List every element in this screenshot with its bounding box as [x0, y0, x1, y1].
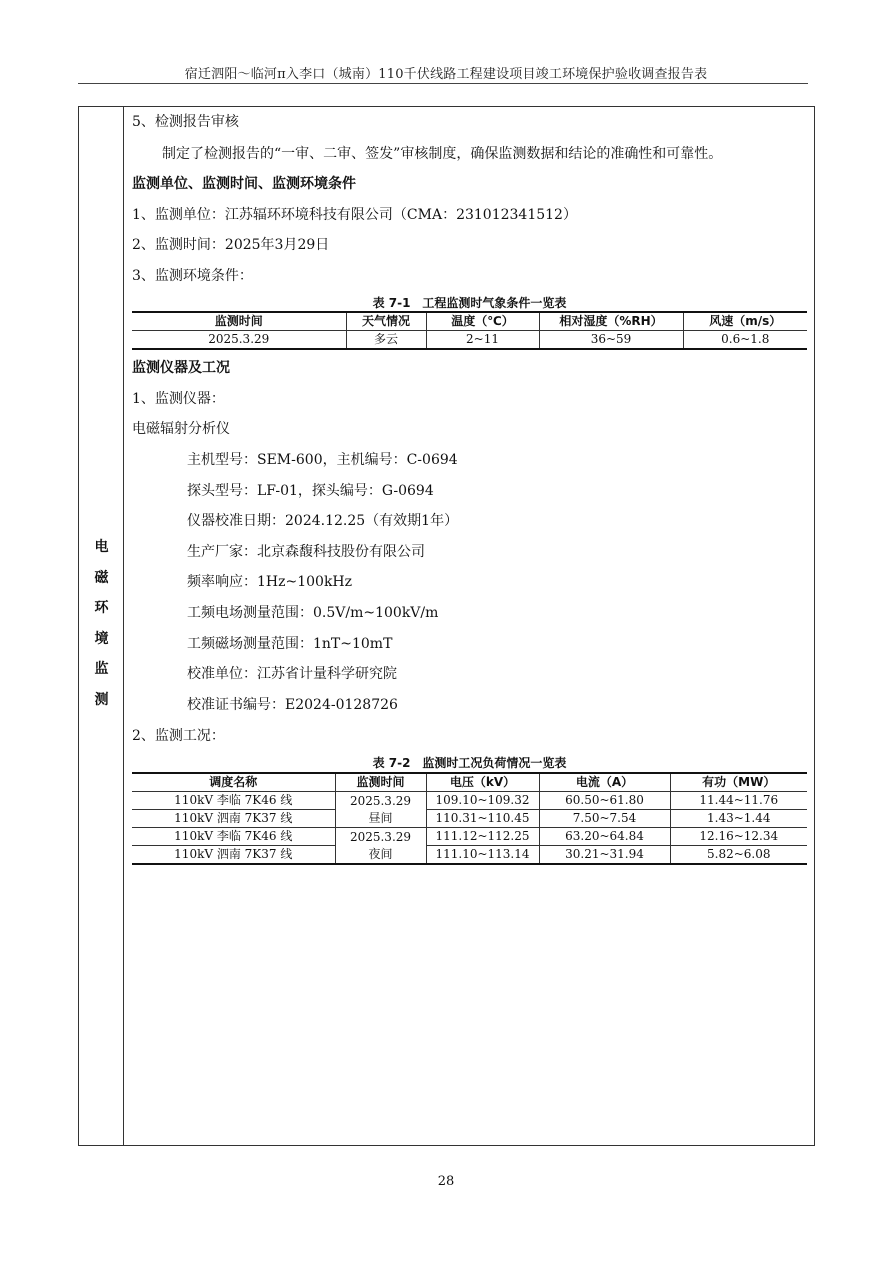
instrument-name: 电磁辐射分析仪 — [132, 421, 230, 437]
table-row — [132, 792, 807, 810]
instrument-spec: 仪器校准日期：2024.12.25（有效期1年） — [187, 513, 459, 529]
cell: 11.44~11.76 — [670, 792, 807, 810]
instrument-spec: 生产厂家：北京森馥科技股份有限公司 — [187, 544, 425, 560]
instrument-spec: 工频电场测量范围：0.5V/m~100kV/m — [187, 605, 439, 621]
time-cell-day — [335, 792, 426, 828]
header-cell: 天气情况 — [346, 312, 426, 331]
item-report-review: 5、检测报告审核 — [132, 114, 239, 130]
load-table — [132, 772, 807, 865]
table-row — [132, 331, 807, 350]
time-date: 2025.3.29 — [349, 793, 412, 808]
monitoring-time: 2、监测时间：2025年3月29日 — [132, 237, 330, 253]
cell: 110kV 泗南 7K37 线 — [132, 846, 335, 865]
section-frame — [78, 106, 815, 1146]
header-cell: 电压（kV） — [426, 773, 539, 792]
operating-conditions-label: 2、监测工况： — [132, 728, 225, 744]
table1-caption: 表 7-1 工程监测时气象条件一览表 — [372, 296, 567, 310]
header-cell: 风速（m/s） — [683, 312, 807, 331]
instrument-spec: 主机型号：SEM-600，主机编号：C-0694 — [187, 452, 458, 468]
header-cell: 调度名称 — [132, 773, 335, 792]
side-label-char: 磁 — [94, 569, 109, 586]
weather-table — [132, 311, 807, 350]
side-label-char: 监 — [94, 661, 109, 677]
cell: 109.10~109.32 — [426, 792, 539, 810]
cell: 2~11 — [426, 331, 539, 350]
page-number: 28 — [437, 1174, 455, 1189]
instruments-label: 1、监测仪器： — [132, 391, 225, 407]
cell: 5.82~6.08 — [670, 846, 807, 865]
time-cell-night — [335, 828, 426, 865]
header-cell: 监测时间 — [335, 773, 426, 792]
side-label-char: 电 — [94, 539, 109, 555]
table-header-row — [132, 312, 807, 331]
cell: 111.10~113.14 — [426, 846, 539, 865]
report-header-title: 宿迁泗阳～临河π入李口（城南）110千伏线路工程建设项目竣工环境保护验收调查报告表 — [184, 67, 708, 82]
cell: 多云 — [346, 331, 426, 350]
cell: 110kV 李临 7K46 线 — [174, 793, 293, 807]
header-cell: 电流（A） — [539, 773, 670, 792]
table2-caption: 表 7-2 监测时工况负荷情况一览表 — [372, 756, 567, 770]
side-label-char: 环 — [94, 600, 109, 616]
cell: 36~59 — [539, 331, 683, 350]
header-cell: 有功（MW） — [670, 773, 807, 792]
instrument-spec: 探头型号：LF-01，探头编号：G-0694 — [187, 483, 434, 499]
table-row — [132, 846, 807, 865]
cell: 1.43~1.44 — [670, 810, 807, 828]
cell: 60.50~61.80 — [539, 792, 670, 810]
monitoring-unit: 1、监测单位：江苏辐环环境科技有限公司（CMA：231012341512） — [132, 207, 577, 223]
table-header-row — [132, 773, 807, 792]
header-cell: 温度（℃） — [426, 312, 539, 331]
side-label-char: 测 — [94, 691, 109, 708]
heading-instruments-conditions: 监测仪器及工况 — [132, 360, 230, 376]
table-row — [132, 828, 807, 846]
cell: 110.31~110.45 — [426, 810, 539, 828]
monitoring-conditions: 3、监测环境条件： — [132, 268, 253, 284]
time-date: 2025.3.29 — [349, 829, 412, 844]
instrument-spec: 校准单位：江苏省计量科学研究院 — [187, 666, 397, 682]
heading-unit-time-conditions: 监测单位、监测时间、监测环境条件 — [132, 176, 356, 192]
header-cell: 相对湿度（%RH） — [539, 312, 683, 331]
instrument-spec: 频率响应：1Hz~100kHz — [187, 574, 353, 590]
cell: 7.50~7.54 — [539, 810, 670, 828]
header-rule — [78, 83, 808, 84]
side-column — [79, 107, 124, 1145]
cell: 30.21~31.94 — [539, 846, 670, 865]
cell: 110kV 李临 7K46 线 — [132, 828, 335, 846]
instrument-spec: 校准证书编号：E2024-0128726 — [187, 697, 398, 713]
time-period: 昼间 — [368, 810, 393, 825]
cell: 110kV 泗南 7K37 线 — [132, 810, 335, 828]
header-cell: 监测时间 — [132, 312, 346, 331]
instrument-spec: 工频磁场测量范围：1nT~10mT — [187, 636, 393, 652]
time-period: 夜间 — [368, 846, 393, 861]
cell: 2025.3.29 — [208, 332, 270, 346]
side-label-emf-monitoring — [79, 532, 124, 715]
cell: 63.20~64.84 — [539, 828, 670, 846]
cell: 0.6~1.8 — [683, 331, 807, 350]
cell: 111.12~112.25 — [426, 828, 539, 846]
table-row — [132, 810, 807, 828]
side-label-char: 境 — [94, 630, 109, 647]
cell: 12.16~12.34 — [670, 828, 807, 846]
report-review-text: 制定了检测报告的“一审、二审、签发”审核制度，确保监测数据和结论的准确性和可靠性。 — [162, 146, 723, 162]
